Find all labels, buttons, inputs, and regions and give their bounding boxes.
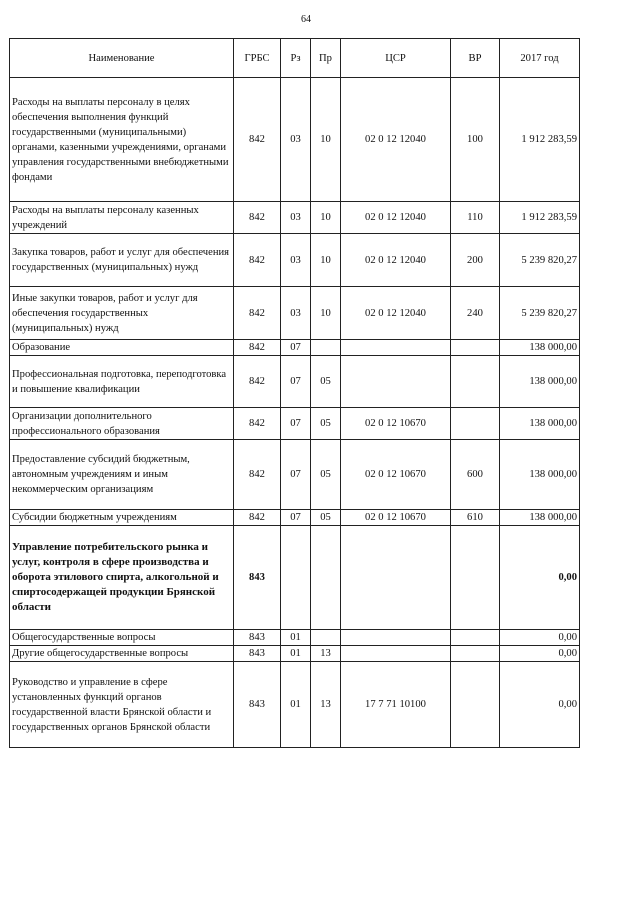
row-rz: 03	[281, 234, 311, 287]
row-name: Расходы на выплаты персоналу в целях обеспечения выполнения функций государственными (муниципальными) органами, казенными учреждениями, органами управления государственными внебюджетными фондами	[10, 78, 234, 202]
row-sum: 138 000,00	[500, 408, 580, 440]
row-rz: 07	[281, 340, 311, 356]
row-pr	[311, 526, 341, 630]
row-name: Расходы на выплаты персоналу казенных учреждений	[10, 202, 234, 234]
row-vr: 110	[451, 202, 500, 234]
table-row	[10, 662, 580, 748]
header-rz: Рз	[281, 39, 311, 78]
row-pr: 05	[311, 510, 341, 526]
row-pr: 13	[311, 662, 341, 748]
table-header-row	[10, 39, 580, 78]
row-sum: 0,00	[500, 662, 580, 748]
table-row	[10, 78, 580, 202]
table-row	[10, 408, 580, 440]
row-rz: 07	[281, 440, 311, 510]
table-row	[10, 646, 580, 662]
row-pr	[311, 340, 341, 356]
row-vr: 200	[451, 234, 500, 287]
row-grbs: 843	[234, 662, 281, 748]
row-name: Иные закупки товаров, работ и услуг для обеспечения государственных (муниципальных) нужд	[10, 287, 234, 340]
row-csr	[341, 630, 451, 646]
row-grbs: 842	[234, 356, 281, 408]
row-grbs: 842	[234, 510, 281, 526]
table-row	[10, 202, 580, 234]
row-name: Управление потребительского рынка и услуг, контроля в сфере производства и оборота этилового спирта, алкогольной и спиртосодержащей продукции Брянской области	[10, 526, 234, 630]
row-pr: 10	[311, 78, 341, 202]
table-row	[10, 526, 580, 630]
table-row	[10, 234, 580, 287]
table-row	[10, 340, 580, 356]
header-csr: ЦСР	[341, 39, 451, 78]
row-rz: 07	[281, 408, 311, 440]
table-row	[10, 630, 580, 646]
row-name: Другие общегосударственные вопросы	[10, 646, 234, 662]
row-grbs: 843	[234, 526, 281, 630]
row-csr: 02 0 12 12040	[341, 287, 451, 340]
row-grbs: 843	[234, 630, 281, 646]
table-row	[10, 440, 580, 510]
budget-table	[9, 38, 580, 748]
row-name: Профессиональная подготовка, переподготовка и повышение квалификации	[10, 356, 234, 408]
header-pr: Пр	[311, 39, 341, 78]
row-grbs: 842	[234, 234, 281, 287]
row-vr	[451, 356, 500, 408]
row-rz: 03	[281, 78, 311, 202]
row-csr: 02 0 12 12040	[341, 78, 451, 202]
row-rz: 01	[281, 662, 311, 748]
row-csr: 02 0 12 10670	[341, 440, 451, 510]
row-sum: 138 000,00	[500, 340, 580, 356]
row-pr: 10	[311, 287, 341, 340]
row-sum: 138 000,00	[500, 510, 580, 526]
row-grbs: 842	[234, 408, 281, 440]
row-rz: 03	[281, 202, 311, 234]
row-grbs: 843	[234, 646, 281, 662]
row-name: Организации дополнительного профессионального образования	[10, 408, 234, 440]
row-pr: 05	[311, 440, 341, 510]
row-vr	[451, 630, 500, 646]
table-row	[10, 510, 580, 526]
row-sum: 1 912 283,59	[500, 202, 580, 234]
row-csr	[341, 646, 451, 662]
row-csr	[341, 356, 451, 408]
row-vr	[451, 646, 500, 662]
row-name: Закупка товаров, работ и услуг для обеспечения государственных (муниципальных) нужд	[10, 234, 234, 287]
row-grbs: 842	[234, 78, 281, 202]
row-sum: 1 912 283,59	[500, 78, 580, 202]
row-csr: 17 7 71 10100	[341, 662, 451, 748]
row-csr	[341, 340, 451, 356]
row-pr: 10	[311, 234, 341, 287]
row-sum: 0,00	[500, 526, 580, 630]
row-grbs: 842	[234, 340, 281, 356]
row-name: Предоставление субсидий бюджетным, автономным учреждениям и иным некоммерческим организациям	[10, 440, 234, 510]
row-name: Общегосударственные вопросы	[10, 630, 234, 646]
row-rz: 01	[281, 630, 311, 646]
row-pr	[311, 630, 341, 646]
row-vr: 240	[451, 287, 500, 340]
row-vr	[451, 662, 500, 748]
row-rz	[281, 526, 311, 630]
row-pr: 05	[311, 408, 341, 440]
row-rz: 01	[281, 646, 311, 662]
row-grbs: 842	[234, 440, 281, 510]
row-rz: 07	[281, 510, 311, 526]
row-csr: 02 0 12 10670	[341, 510, 451, 526]
row-vr: 600	[451, 440, 500, 510]
row-vr: 100	[451, 78, 500, 202]
row-sum: 5 239 820,27	[500, 287, 580, 340]
row-rz: 07	[281, 356, 311, 408]
row-vr	[451, 340, 500, 356]
row-csr: 02 0 12 12040	[341, 234, 451, 287]
row-rz: 03	[281, 287, 311, 340]
row-sum: 0,00	[500, 630, 580, 646]
table-row	[10, 287, 580, 340]
row-grbs: 842	[234, 202, 281, 234]
row-csr	[341, 526, 451, 630]
row-vr	[451, 526, 500, 630]
header-vr: ВР	[451, 39, 500, 78]
row-pr: 13	[311, 646, 341, 662]
row-name: Образование	[10, 340, 234, 356]
row-sum: 5 239 820,27	[500, 234, 580, 287]
row-pr: 10	[311, 202, 341, 234]
header-sum: 2017 год	[500, 39, 580, 78]
row-grbs: 842	[234, 287, 281, 340]
row-sum: 0,00	[500, 646, 580, 662]
row-name: Субсидии бюджетным учреждениям	[10, 510, 234, 526]
row-vr: 610	[451, 510, 500, 526]
header-name: Наименование	[10, 39, 234, 78]
row-sum: 138 000,00	[500, 356, 580, 408]
table-row	[10, 356, 580, 408]
row-pr: 05	[311, 356, 341, 408]
row-name: Руководство и управление в сфере установленных функций органов государственной власти Брянской области и государственных органов Брянской области	[10, 662, 234, 748]
page-number: 64	[301, 14, 311, 25]
row-vr	[451, 408, 500, 440]
header-grbs: ГРБС	[234, 39, 281, 78]
row-csr: 02 0 12 12040	[341, 202, 451, 234]
row-sum: 138 000,00	[500, 440, 580, 510]
row-csr: 02 0 12 10670	[341, 408, 451, 440]
